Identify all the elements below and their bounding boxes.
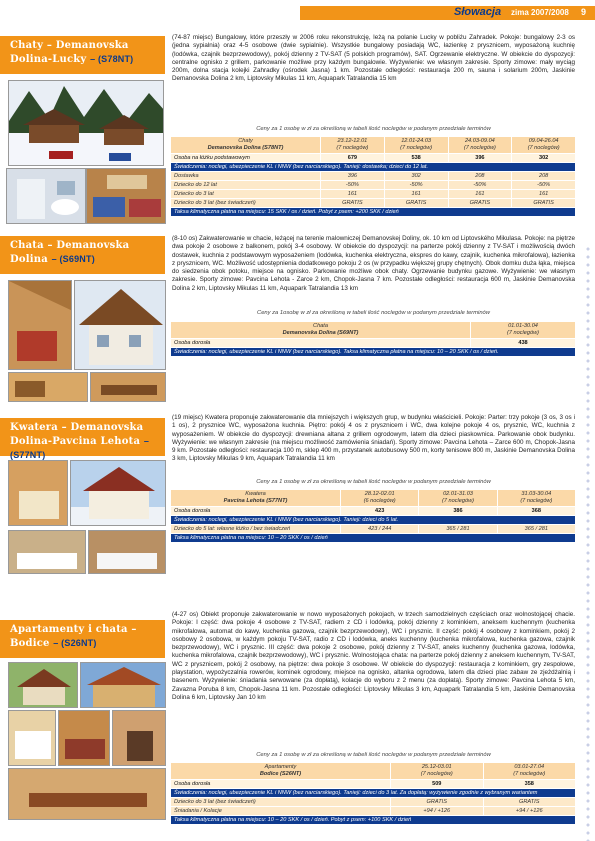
table-subheader: Demanovska Dolina (S69NT) <box>282 330 359 336</box>
table-row <box>171 798 576 807</box>
offer-code: – (S26NT) <box>53 638 97 648</box>
nights: (7 noclegów) <box>420 771 453 777</box>
row-label: Dostawka <box>171 172 321 181</box>
photo-bungalows-snow <box>8 80 164 166</box>
date-range: 23.12-12.01 <box>337 138 368 144</box>
section-title <box>0 36 165 74</box>
table-subheader: Bodice (S26NT) <box>259 771 302 777</box>
table-row <box>171 780 576 789</box>
page-number: 9 <box>581 7 587 17</box>
section-title-text: Apartamenty i chata – Bodice <box>10 624 137 649</box>
price-table <box>170 321 576 357</box>
price-cell: 365 / 281 <box>497 525 575 534</box>
services-note: Świadczenia: noclegi, ubezpieczenie KL i NNW (bez narciarskiego). Taksa klimatyczna płatna na miejscu: 10 – 20 SKK / os / dzień. <box>171 348 576 357</box>
price-note: Ceny za 1osobę w zł za określoną w tabeli ilość noclegów w podanym przedziale terminów <box>257 310 490 316</box>
price-cell: 423 <box>341 507 419 516</box>
table-row <box>171 339 576 348</box>
row-label: Dziecko do 3 lat (bez świadczeń) <box>171 199 321 208</box>
section-description: (8-10 os) Zakwaterowanie w chacie, leżącej na terenie malowniczej Demanovskej Doliny, ok. 10 km od Liptovského Mikulasa. Pokoje: na piętrze dwa pokoje 2 osobowe z balkonem, pokój 3-4 osobowy. W obiekcie do dyspozycji: na parterze pokój dzienny z TV-SAT i możliwością dwóch dostawek, kuchnia z podstawowym wyposażeniem (lodówka, kuchenka elektryczna, ekspres do kawy, czajnik, kuchenka mikrofalowa), łazienka z prysznicem, WC. Możliwość udostępnienia dodatkowego pokoju 2 os (w przypadku większej grupy chętnych). Obok domku duża łąka, miejsca do siedzenia obok potoku, miejsce na ognisko. Parkowanie możliwe obok chaty. Ogrzewanie budynku gazowe. Wyżywienie: we własnym zakresie. Sporty zimowe: Pavcina Lehota - Zarce 2 km, Chopok-Jasna 7 km. Pozostałe odległości: restauracja 600 m, Jaskinie Demanovska Dolina 2 km, Liptovsky Mikulas 11 km, Aquapark Tatralandia 13 km <box>172 235 575 292</box>
page-header <box>0 0 595 22</box>
price-cell: 358 <box>483 780 576 789</box>
photo-fireplace <box>112 710 166 766</box>
price-cell: 679 <box>321 154 385 163</box>
price-table <box>170 762 576 825</box>
tax-note: Taksa klimatyczna płatna na miejscu: 10 – 20 SKK / os / dzień <box>171 534 576 543</box>
table-row <box>171 199 576 208</box>
price-cell: +94 / +126 <box>391 807 484 816</box>
photo-dining <box>90 372 166 402</box>
price-cell: 208 <box>448 172 512 181</box>
photo-dining-room <box>8 768 166 820</box>
nights: (6 noclegów) <box>363 498 396 504</box>
price-cell: -50% <box>448 181 512 190</box>
tax-note: Taksa klimatyczna płatna na miejscu: 15 SKK / os / dzień. Pobyt z psem: +200 SKK / dzień <box>171 208 576 217</box>
services-note: Świadczenia: noclegi, ubezpieczenie KL i NNW (bez narciarskiego). Tanieji: dzieci do 5 lat. <box>171 516 576 525</box>
nights: (7 noclegów) <box>506 330 540 336</box>
section-title <box>0 418 165 460</box>
section-title-text: Chata – Demanovska Dolina <box>10 240 130 265</box>
dotted-margin-decoration <box>584 245 592 841</box>
nights: (7 noclegów) <box>400 145 433 151</box>
photo-chalet-interior <box>8 280 72 370</box>
photo-kitchenette <box>8 710 56 766</box>
date-range: 02.01-31.03 <box>443 491 473 497</box>
section-title <box>0 236 165 274</box>
photo-apartment-building <box>80 662 166 708</box>
price-cell: 208 <box>512 172 576 181</box>
date-range: 31.03-30.04 <box>521 491 552 497</box>
table-header: Kwatera <box>245 491 266 497</box>
row-label: Dziecko do 12 lat <box>171 181 321 190</box>
date-range: 12.01-24.03 <box>401 138 432 144</box>
date-range: 09.04-26.04 <box>528 138 559 144</box>
row-label: Osoba dorosła <box>171 507 341 516</box>
row-label: Dziecko do 3 lat (bez świadczeń) <box>171 798 391 807</box>
price-table <box>170 489 576 543</box>
price-cell: GRATIS <box>321 199 385 208</box>
price-cell: 368 <box>497 507 575 516</box>
photo-bedroom <box>58 710 110 766</box>
table-row <box>171 154 576 163</box>
price-cell: 161 <box>384 190 448 199</box>
price-table <box>170 136 576 217</box>
section-description: (74-87 miejsc) Bungalowy, które przeszły w 2006 roku rekonstrukcję, leżą na polanie Lucky w pobliżu Zahradek. Pokoje: bungalowy 2-3 os (jedna sypialnia) oraz 4-5 osobowe (dwie sypialnie). Wszystkie bungalowy posiadają WC, łazienkę z prysznicem, wyposażoną kuchnię (lodówka, czajnik bezprzewodowy), pokój dzienny z TV-SAT (5 polskich programów), SAT. Ogrzewanie elektryczne. W obiekcie do dyspozycji: centralne ognisko z grillem, parkowanie możliwe przy każdym bungalowie. Wyżywienie: we własnym zakresie. Sporty zimowe: mały wyciąg 200m, dolna stacja kolejki Zahradky (ośrodek Jasna) 1 km. Pozostałe odległości: restauracja 200 m, sauna i solarium 200m, Jaskinie Demanovska Dolina 2 km, Liptovsky Mikulas 11 km, Aquapark Tatralandia 15 km <box>172 34 575 83</box>
date-range: 25.12-03.01 <box>421 764 452 770</box>
row-label: Osoba na łóżku podstawowym <box>171 154 321 163</box>
price-cell: 161 <box>321 190 385 199</box>
photo-bedroom <box>86 168 166 224</box>
date-range: 28.12-02.01 <box>364 491 395 497</box>
offer-code: – (S77NT) <box>10 436 150 460</box>
nights: (7 noclegów) <box>527 145 560 151</box>
price-cell: 161 <box>512 190 576 199</box>
price-cell: GRATIS <box>512 199 576 208</box>
services-note: Świadczenia: noclegi, ubezpieczenie KL i NNW (bez narciarskiego). Tanieji: dostawka; dzieci do 12 lat. <box>171 163 576 172</box>
nights: (7 noclegów) <box>336 145 369 151</box>
offer-code: – (S69NT) <box>51 254 95 264</box>
table-row <box>171 190 576 199</box>
row-label: Dziecko do 5 lat: własne łóżko / bez świadczeń <box>171 525 341 534</box>
table-row <box>171 181 576 190</box>
nights: (7 noclegów) <box>520 498 553 504</box>
price-note: Ceny za 1 osobę w zł za określoną w tabeli ilość noclegów w podanym przedziale terminów <box>256 752 491 758</box>
section-title-text: Chaty – Demanovska Dolina-Lucky <box>10 40 129 65</box>
tax-note: Taksa klimatyczna płatna na miejscu: 10 – 20 SKK / os / dzień. Pobyt z psem: +100 SKK / dzień <box>171 816 576 825</box>
photo-chalet-exterior <box>74 280 166 370</box>
table-row <box>171 807 576 816</box>
row-label: Dziecko do 3 lat <box>171 190 321 199</box>
table-row <box>171 507 576 516</box>
price-cell: GRATIS <box>391 798 484 807</box>
nights: (7 noclegów) <box>463 145 496 151</box>
price-note: Ceny za 1 osobę w zł za określoną w tabeli ilość noclegów w podanym przedziale terminów <box>256 479 491 485</box>
nights: (7 noclegów) <box>513 771 546 777</box>
photo-house-exterior <box>70 460 166 526</box>
table-header: Apartamenty <box>264 764 297 770</box>
price-note: Ceny za 1 osobę w zł za określoną w tabeli ilość noclegów w podanym przedziale terminów <box>256 126 491 132</box>
price-cell: -50% <box>512 181 576 190</box>
price-cell: GRATIS <box>384 199 448 208</box>
date-range: 03.01-27.04 <box>514 764 545 770</box>
price-cell: 396 <box>448 154 512 163</box>
price-cell: 365 / 281 <box>419 525 497 534</box>
nights: (7 noclegów) <box>441 498 474 504</box>
price-cell: 302 <box>512 154 576 163</box>
date-range: 01.01-30.04 <box>508 323 538 329</box>
offer-code: – (S78NT) <box>90 54 134 64</box>
photo-bedroom <box>88 530 166 574</box>
date-range: 24.03-09.04 <box>464 138 495 144</box>
price-cell: -50% <box>321 181 385 190</box>
photo-bedroom <box>8 530 86 574</box>
price-cell: +94 / +126 <box>483 807 576 816</box>
section-description: (4-27 os) Obiekt proponuje zakwaterowanie w nowo wyposażonych pokojach, w trzech samodzielnych częściach oraz wolnostojącej chacie. Pokoje: I część: dwa pokoje 4 osobowe z TV-SAT, radiem z CD i lodówką, pokój dzienny z kominkiem, aneksem kuchennym (kuchenka mikrofalowa, automat do kawy, kuchenka gazowa, czajnik bezprzewodowy), WC i prysznic. II część: pokój 4 osobowy z kominkiem, pokój 2 osobowy 2 osobowa, w każdym pokoju TV-SAT, radio z CD i lodówka, aneks kuchenny (kuchenka mikrofalowa, kuchenka gazowa, czajnik bezprzewodowy), WC i prysznic. III część: dwa pokoje 2 osobowe, pokój dzienny z TV-SAT, aneks kuchenny (kuchenka gazowa, lodówka, kuchenka mikrofalowa, czajnik bezprzewodowy), WC i prysznic. Wolnostojąca chata: na parterze pokój dzienny z aneksem kuchennym, TV-SAT, WC z prysznicem, pokój 2 osobowy, na piętrze: dwa pokoje 3 osobowe. W obiekcie do dyspozycji: restauracja z kominkiem, gry zespołowe, playstation, wypożyczalnia rowerów, kominek ogrodowy, miejsce na ognisko, altanka ogrodowa, latem dla dzieci plac zabaw ze zjeżdżalnią i basenem. Wyżywienie: śniadania serwowane (za dopłatą), kolacje do wyboru z 2 menu (za dopłatą). Sporty zimowe: Pavcina Lehota 5 km, Zavazna Poruba 8 km, Chopok-Jasna 11 km. Pozostałe odległości: Liptovsky Mikulas 3 km, Aquapark Tatralandia 5 km, Jaskinie Demanovska Dolina 6 km, Liptovsky Jan 10 km <box>172 611 575 701</box>
price-cell: GRATIS <box>448 199 512 208</box>
table-header: Chata <box>313 323 328 329</box>
section-title-text: Kwatera – Demanovska Dolina-Pavcina Lehota <box>10 422 144 447</box>
row-label: Osoba dorosła <box>171 780 391 789</box>
table-subheader: Pavcina Lehota (S77NT) <box>223 498 288 504</box>
section-description: (19 miejsc) Kwatera proponuje zakwaterowanie dla mniejszych i większych grup, w budynku właścicieli. Pokoje: Parter: trzy pokoje (3 os, 3 os i 1 os), 2 prysznice WC, wyposażona kuchnia. Piętro: pokój 4 os z prysznicem i WC, dwa kolejne pokoje 4 os, prysznic, WC, kuchnia z wyposażeniem. W obiekcie do dyspozycji: drewniana altana z grillem ogrodowym, latem dla dzieci piaskownica. Parkowanie obok budynku. Wyżywienie: we własnym zakresie (na miejscu możliwość zamówienia śniadań). Sporty zimowe: Pavcina Lehota – Zarce 600 m, Chopok-Jasna 9 km. Pozostałe odległości: restauracja 100 m, sklep 400 m, przystanek autobusowy 500 m, korty tenisowe 800 m, Jaskinie Demanovska Dolina 3 km, Liptovsky Mikulas 9 km, Aquapark Tatralandia 11 km <box>172 414 575 463</box>
services-note: Świadczenia: noclegi, ubezpieczenie KL i NNW (bez narciarskiego). Tanieji: dzieci do 3 lat. Za dopłatą: wyżywienie zgodnie z wybranym wariantem <box>171 789 576 798</box>
price-cell: 302 <box>384 172 448 181</box>
price-cell: 509 <box>391 780 484 789</box>
row-label: Śniadania / Kolacje <box>171 807 391 816</box>
table-header: Chaty <box>238 138 253 144</box>
price-cell: 423 / 244 <box>341 525 419 534</box>
photo-wooden-room <box>8 460 68 526</box>
price-cell: GRATIS <box>483 798 576 807</box>
table-subheader: Demanovska Dolina (S78NT) <box>207 145 284 151</box>
row-label: Osoba dorosła <box>171 339 471 348</box>
price-cell: 396 <box>321 172 385 181</box>
brand-title: Słowacja <box>454 6 502 18</box>
season-label: zima 2007/2008 <box>511 8 569 17</box>
price-cell: -50% <box>384 181 448 190</box>
photo-house-yard <box>8 662 78 708</box>
table-row <box>171 172 576 181</box>
photo-bathroom <box>6 168 86 224</box>
price-cell: 386 <box>419 507 497 516</box>
photo-kitchen <box>8 372 88 402</box>
price-cell: 161 <box>448 190 512 199</box>
price-cell: 538 <box>384 154 448 163</box>
section-title <box>0 620 165 658</box>
table-row <box>171 525 576 534</box>
price-cell: 438 <box>471 339 576 348</box>
